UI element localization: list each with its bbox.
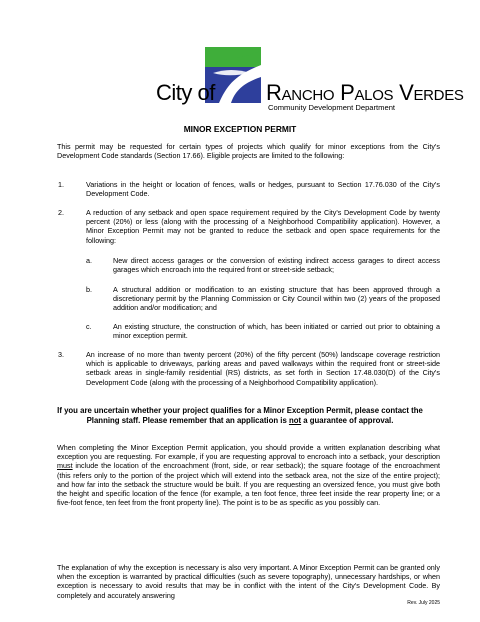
notice-text-part: a guarantee of approval. [301, 415, 394, 425]
item-number: 2. [58, 208, 64, 217]
paragraph-text-part: include the location of the encroachment (front, side, or rear setback); the square footage of the encroachment (this refers only to the portion of the project which will extend into the setback area, not the size of the entire project); and how far into the setback the structure would be built. If you are requesting an oversized fence, you must give both the height and specific location of the fence (for example, a ten foot fence, three feet inside the rear property line; or a five-foot fence, ten feet from the front property line). The point is to be as specific as you possibly can. [57, 461, 440, 508]
subitem-text: New direct access garages or the conversion of existing indirect access garages to direct access garages which encroach into the required front or street-side setback; [113, 256, 440, 275]
notice-underlined-word: not [288, 415, 302, 425]
item-text: Variations in the height or location of fences, walls or hedges, pursuant to Section 17.76.030 of the City's Development Code. [86, 180, 440, 199]
subitem-text: A structural addition or modification to an existing structure that has been approved through a discretionary permit by the Planning Commission or City Council within two (2) years of the proposed addition and/or modification; and [113, 285, 440, 313]
paragraph-text-part: When completing the Minor Exception Permit application, you should provide a written explanation describing what exception you are requesting. For example, if you are requesting approval to encroach into a setback, your description [57, 443, 440, 462]
page-title: MINOR EXCEPTION PERMIT [183, 124, 297, 134]
item-text: An increase of no more than twenty percent (20%) of the fifty percent (50%) landscape coverage restriction which is applicable to driveways, parking areas and paved walkways within the required front or street-side setback areas in single-family residential (RS) districts, as set forth in Section 17.48.030(D) of the City's Development Code (along with the processing of a Neighborhood Compatibility application). [86, 350, 440, 387]
subitem-letter: a. [86, 256, 92, 265]
item-number: 1. [58, 180, 64, 189]
necessity-paragraph: The explanation of why the exception is necessary is also very important. A Minor Exception Permit can be granted only when the exception is warranted by practical difficulties (such as severe topography), unnecessary hardships, or when exception is necessary to avoid results that may be in conflict with the intent of the City's Development Code. By completely and accurately answering [57, 563, 440, 600]
explanation-paragraph [57, 443, 440, 507]
subitem-letter: b. [86, 285, 92, 294]
subitem-text: An existing structure, the construction of which, has been initiated or carried out prior to obtaining a minor exception permit. [113, 322, 440, 341]
city-of-label: City of [156, 80, 215, 105]
city-name: Rancho Palos Verdes [266, 80, 464, 105]
subitem-letter: c. [86, 322, 92, 331]
item-text: A reduction of any setback and open space requirement required by the City's Development Code by twenty percent (20%) or less (along with the processing of a Neighborhood Compatibility application). However, a Minor Exception Permit may not be granted to reduce the setback and open space requirements for the following: [86, 208, 440, 245]
revision-date: Rev. July 2025 [407, 600, 440, 606]
intro-paragraph: This permit may be requested for certain types of projects which qualify for minor exceptions from the City's Development Code standards (Section 17.66). Eligible projects are limited to the following: [57, 142, 440, 161]
notice-text-part: If you are uncertain whether your project qualifies for a Minor Exception Permit, please contact the Planning staff. Please remember that an application is [57, 406, 423, 425]
department-name: Community Development Department [268, 103, 396, 112]
underlined-word: must [57, 461, 73, 471]
item-number: 3. [58, 350, 64, 359]
notice-text [40, 406, 440, 425]
